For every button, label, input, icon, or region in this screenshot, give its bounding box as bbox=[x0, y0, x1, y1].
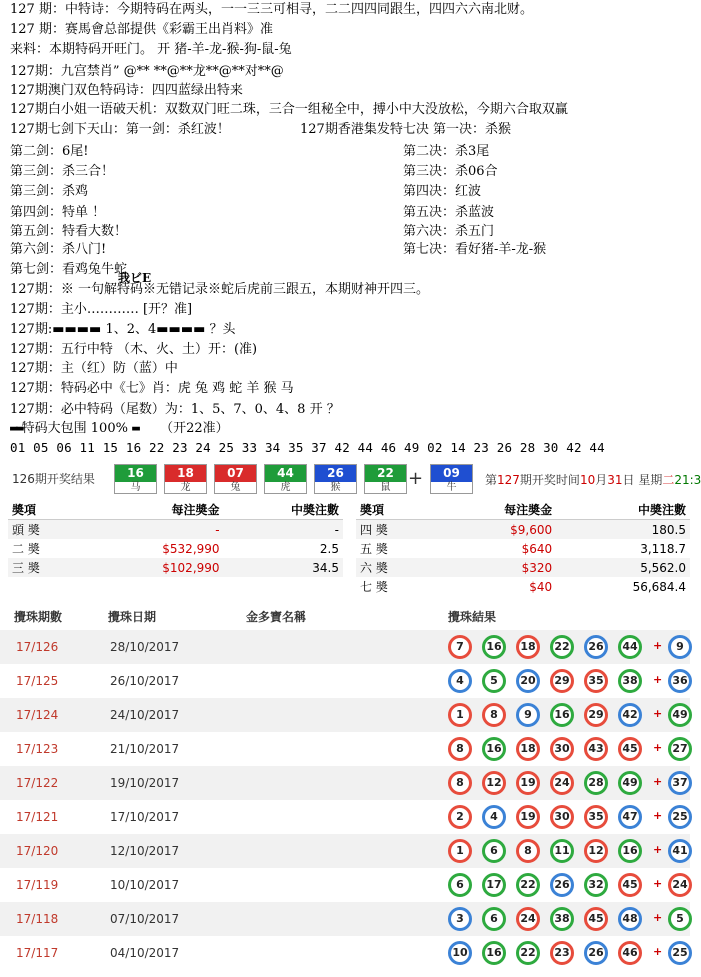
hk-item-6: 第六决：杀五门 bbox=[403, 224, 495, 239]
draw-label: 126期开奖结果 bbox=[12, 472, 95, 486]
result-ball: 6 bbox=[482, 839, 506, 863]
result-ball: 9 bbox=[516, 703, 540, 727]
plus-sign: + bbox=[408, 468, 424, 489]
result-ball: 18 bbox=[516, 635, 540, 659]
col-amount: 每注奬金 bbox=[434, 500, 556, 520]
result-ball: 1 bbox=[448, 839, 472, 863]
result-ball: 38 bbox=[618, 669, 642, 693]
result-ball: 35 bbox=[584, 669, 608, 693]
sword-4: 第四剑：特单 ！ bbox=[10, 205, 106, 220]
prize-name: 頭 奬 bbox=[8, 520, 84, 540]
result-ball: 35 bbox=[584, 805, 608, 829]
prize-amount: $102,990 bbox=[84, 558, 223, 577]
sword-3b: 第三剑：杀鸡 bbox=[10, 184, 89, 199]
line-forbidden-zodiac: 127期：九宫禁肖” @** **@**龙**@**对**@ bbox=[10, 64, 284, 79]
issue-number[interactable]: 17/120 bbox=[16, 844, 59, 858]
table-row bbox=[0, 630, 690, 664]
sword-2: 第二剑：6尾! bbox=[10, 144, 89, 159]
info-d: 日 星期 bbox=[622, 473, 663, 487]
result-ball: 16 bbox=[482, 635, 506, 659]
draw-date: 28/10/2017 bbox=[110, 640, 180, 654]
line-hot-door: 来料：本期特码开旺门。 开 猪-羊-龙-猴-狗-鼠-兔 bbox=[10, 42, 292, 57]
draw-date: 17/10/2017 bbox=[110, 810, 180, 824]
info-m: 月 bbox=[595, 473, 608, 487]
info-pre: 第 bbox=[485, 473, 498, 487]
prize-amount: $9,600 bbox=[434, 520, 556, 540]
draw-ball-num: 16 bbox=[115, 465, 156, 482]
draw-date: 24/10/2017 bbox=[110, 708, 180, 722]
prize-name: 五 奬 bbox=[360, 542, 388, 556]
table-row bbox=[0, 800, 690, 834]
prize-count: 3,118.7 bbox=[640, 541, 686, 556]
result-ball: 19 bbox=[516, 805, 540, 829]
prize-amount: $640 bbox=[521, 541, 553, 556]
prize-count: - bbox=[224, 520, 343, 540]
result-ball: 7 bbox=[448, 635, 472, 659]
table-row bbox=[0, 834, 690, 868]
issue-number[interactable]: 17/117 bbox=[16, 946, 59, 960]
prize-name: 三 奬 bbox=[8, 558, 84, 577]
hk-item-2: 第二决：杀3尾 bbox=[403, 144, 490, 159]
big-cover-text: 特码大包围 100% bbox=[21, 421, 128, 436]
result-ball: 43 bbox=[584, 737, 608, 761]
table-row bbox=[0, 664, 690, 698]
result-ball: 45 bbox=[584, 907, 608, 931]
prize-amount: $532,990 bbox=[162, 541, 220, 556]
result-ball: 16 bbox=[482, 737, 506, 761]
plus-sign: + bbox=[653, 877, 663, 890]
line-head bbox=[10, 320, 236, 340]
draw-ball-5 bbox=[314, 464, 357, 494]
result-ball: 8 bbox=[448, 737, 472, 761]
draw-date: 10/10/2017 bbox=[110, 878, 180, 892]
draw-ball-1 bbox=[114, 464, 157, 494]
issue-number[interactable]: 17/123 bbox=[16, 742, 59, 756]
issue-number[interactable]: 17/122 bbox=[16, 776, 59, 790]
draw-special-ball bbox=[430, 464, 473, 494]
line-macau-poem: 127期澳门双色特码诗：四四蓝绿出特来 bbox=[10, 83, 243, 98]
line-big-cover bbox=[10, 419, 229, 439]
draw-date: 12/10/2017 bbox=[110, 844, 180, 858]
hk-item-5: 第五决：杀蓝波 bbox=[403, 205, 495, 220]
draw-ball-zodiac: 龙 bbox=[180, 482, 191, 493]
table-row bbox=[0, 936, 690, 970]
result-ball: 10 bbox=[448, 941, 472, 965]
result-ball: 22 bbox=[550, 635, 574, 659]
result-ball: 46 bbox=[618, 941, 642, 965]
result-special-ball: 9 bbox=[668, 635, 692, 659]
col-date: 攪珠日期 bbox=[108, 610, 157, 624]
draw-ball-zodiac: 兔 bbox=[230, 482, 241, 493]
draw-date: 21/10/2017 bbox=[110, 742, 180, 756]
open-22: （开22准） bbox=[160, 421, 229, 436]
result-ball: 42 bbox=[618, 703, 642, 727]
col-issue: 攪珠期數 bbox=[14, 610, 63, 624]
result-special-ball: 41 bbox=[668, 839, 692, 863]
bar-mark-2: ▬ bbox=[132, 421, 138, 436]
result-ball: 8 bbox=[448, 771, 472, 795]
result-ball: 1 bbox=[448, 703, 472, 727]
result-ball: 20 bbox=[516, 669, 540, 693]
draw-date: 19/10/2017 bbox=[110, 776, 180, 790]
draw-date: 04/10/2017 bbox=[110, 946, 180, 960]
info-week: 二 bbox=[662, 473, 675, 487]
overlay-mark: 我ビE bbox=[118, 271, 152, 285]
result-ball: 26 bbox=[584, 941, 608, 965]
draw-result-strip bbox=[0, 464, 701, 494]
result-ball: 26 bbox=[584, 635, 608, 659]
col-prize: 奬項 bbox=[356, 500, 434, 520]
result-special-ball: 5 bbox=[668, 907, 692, 931]
prize-table-right bbox=[356, 500, 690, 596]
result-ball: 26 bbox=[550, 873, 574, 897]
issue-number[interactable]: 17/121 bbox=[16, 810, 59, 824]
col-count: 中奬注數 bbox=[224, 500, 343, 520]
line-tail-digits: 127期：必中特码（尾数）为：1、5、7、0、4、8 开 ？ bbox=[10, 402, 340, 417]
plus-sign: + bbox=[653, 707, 663, 720]
prize-count: 34.5 bbox=[224, 558, 343, 577]
prize-table-left bbox=[8, 500, 343, 577]
line-source: 127 期：赛馬會总部提供《彩霸王出肖料》准 bbox=[10, 22, 273, 37]
table-row bbox=[0, 868, 690, 902]
prize-count: 5,562.0 bbox=[556, 558, 690, 577]
info-day: 31 bbox=[607, 473, 623, 487]
line-color: 127期：主（红）防（蓝）中 bbox=[10, 361, 178, 376]
issue-number[interactable]: 17/126 bbox=[16, 640, 59, 654]
line-seven-swords: 127期七剑下天山：第一剑：杀红波！ bbox=[10, 122, 230, 137]
result-ball: 32 bbox=[584, 873, 608, 897]
line-seven-zodiac: 127期：特码必中《七》肖：虎 兔 鸡 蛇 羊 猴 马 bbox=[10, 381, 294, 396]
draw-ball-num: 18 bbox=[165, 465, 206, 482]
sword-5: 第五剑：特看大数！ bbox=[10, 224, 128, 239]
prize-count: 180.5 bbox=[556, 520, 690, 540]
prize-count: 2.5 bbox=[319, 541, 339, 556]
result-ball: 12 bbox=[482, 771, 506, 795]
plus-sign: + bbox=[653, 673, 663, 686]
head-suffix: ？头 bbox=[209, 322, 236, 337]
draw-ball-3 bbox=[214, 464, 257, 494]
info-mid: 期开奖时间 bbox=[519, 473, 580, 487]
result-ball: 38 bbox=[550, 907, 574, 931]
result-ball: 4 bbox=[482, 805, 506, 829]
prize-count: 56,684.4 bbox=[632, 579, 686, 594]
head-prefix: 127期:▬▬▬▬ 1、2、4▬▬▬▬ bbox=[10, 322, 206, 337]
prize-name: 六 奬 bbox=[356, 558, 434, 577]
result-special-ball: 25 bbox=[668, 805, 692, 829]
draw-ball-zodiac: 猴 bbox=[330, 482, 341, 493]
result-ball: 16 bbox=[482, 941, 506, 965]
plus-sign: + bbox=[653, 741, 663, 754]
result-ball: 4 bbox=[448, 669, 472, 693]
result-ball: 18 bbox=[516, 737, 540, 761]
draw-ball-zodiac: 马 bbox=[130, 482, 141, 493]
result-ball: 45 bbox=[618, 873, 642, 897]
issue-number[interactable]: 17/125 bbox=[16, 674, 59, 688]
result-ball: 16 bbox=[618, 839, 642, 863]
result-special-ball: 37 bbox=[668, 771, 692, 795]
col-result: 攪珠結果 bbox=[448, 610, 497, 624]
line-poem: 127 期：中特诗：今期特码在两头，一一三三可相寻，二二四四同跟生，四四六六南北财。 bbox=[10, 2, 533, 17]
result-ball: 29 bbox=[550, 669, 574, 693]
sword-7: 第七剑：看鸡兔牛蛇 bbox=[10, 262, 128, 277]
result-special-ball: 36 bbox=[668, 669, 692, 693]
col-prize: 奬項 bbox=[8, 500, 84, 520]
result-ball: 17 bbox=[482, 873, 506, 897]
prize-name: 七 奬 bbox=[360, 580, 388, 594]
prize-amount: - bbox=[84, 520, 223, 540]
draw-ball-num: 44 bbox=[265, 465, 306, 482]
draw-date: 26/10/2017 bbox=[110, 674, 180, 688]
result-ball: 45 bbox=[618, 737, 642, 761]
plus-sign: + bbox=[653, 843, 663, 856]
result-ball: 5 bbox=[482, 669, 506, 693]
result-ball: 44 bbox=[618, 635, 642, 659]
prize-amount: $40 bbox=[529, 579, 553, 594]
draw-ball-zodiac: 牛 bbox=[446, 482, 457, 493]
info-time: 21:3 bbox=[674, 473, 701, 487]
line-one-sentence: 127期：※ 一句解特码※无错记录※蛇后虎前三跟五，本期财神开四三。 bbox=[10, 282, 429, 297]
line-white-lady: 127期白小姐一语破天机：双数双门旺二珠，三合一组秘全中，搏小中大没放松，今期六合取双赢 bbox=[10, 102, 568, 117]
result-ball: 49 bbox=[618, 771, 642, 795]
plus-sign: + bbox=[653, 809, 663, 822]
result-ball: 8 bbox=[516, 839, 540, 863]
result-ball: 48 bbox=[618, 907, 642, 931]
result-ball: 3 bbox=[448, 907, 472, 931]
result-ball: 24 bbox=[516, 907, 540, 931]
hk-item-4: 第四决：红波 bbox=[403, 184, 482, 199]
info-issue: 127 bbox=[497, 473, 520, 487]
col-amount: 每注奬金 bbox=[84, 500, 223, 520]
prize-amount: $320 bbox=[434, 558, 556, 577]
issue-number[interactable]: 17/118 bbox=[16, 912, 59, 926]
result-ball: 6 bbox=[482, 907, 506, 931]
info-month: 10 bbox=[579, 473, 596, 487]
issue-number[interactable]: 17/124 bbox=[16, 708, 59, 722]
hk-seven-head: 127期香港集发特七决 第一决：杀猴 bbox=[300, 122, 511, 137]
draw-ball-zodiac: 虎 bbox=[280, 482, 291, 493]
col-count: 中奬注數 bbox=[556, 500, 690, 520]
line-five-elements: 127期：五行中特 （木、火、土）开：(准) bbox=[10, 342, 258, 357]
prize-name: 二 奬 bbox=[12, 542, 40, 556]
result-special-ball: 24 bbox=[668, 873, 692, 897]
result-ball: 47 bbox=[618, 805, 642, 829]
sword-6: 第六剑：杀八门! bbox=[10, 242, 107, 257]
draw-ball-num: 07 bbox=[215, 465, 256, 482]
draw-ball-4 bbox=[264, 464, 307, 494]
plus-sign: + bbox=[653, 775, 663, 788]
result-ball: 30 bbox=[550, 737, 574, 761]
plus-sign: + bbox=[653, 911, 663, 924]
result-ball: 6 bbox=[448, 873, 472, 897]
plus-sign: + bbox=[653, 639, 663, 652]
table-row bbox=[0, 732, 690, 766]
table-row bbox=[0, 766, 690, 800]
bar-mark: ▬▬ bbox=[10, 421, 22, 436]
plus-sign: + bbox=[653, 945, 663, 958]
result-special-ball: 49 bbox=[668, 703, 692, 727]
draw-ball-num: 22 bbox=[365, 465, 406, 482]
draw-ball-zodiac: 鼠 bbox=[380, 482, 391, 493]
result-special-ball: 25 bbox=[668, 941, 692, 965]
result-ball: 2 bbox=[448, 805, 472, 829]
result-ball: 8 bbox=[482, 703, 506, 727]
col-name: 金多寶名稱 bbox=[246, 610, 307, 624]
result-ball: 22 bbox=[516, 873, 540, 897]
result-ball: 29 bbox=[584, 703, 608, 727]
draw-ball-6 bbox=[364, 464, 407, 494]
issue-number[interactable]: 17/119 bbox=[16, 878, 59, 892]
draw-ball-2 bbox=[164, 464, 207, 494]
result-ball: 30 bbox=[550, 805, 574, 829]
result-ball: 23 bbox=[550, 941, 574, 965]
draw-ball-num: 09 bbox=[431, 465, 472, 482]
line-main-small: 127期：主小………… [开？准] bbox=[10, 302, 193, 317]
table-row bbox=[0, 698, 690, 732]
table-row bbox=[0, 902, 690, 936]
result-ball: 22 bbox=[516, 941, 540, 965]
result-ball: 16 bbox=[550, 703, 574, 727]
result-ball: 19 bbox=[516, 771, 540, 795]
numbers-row: 01 05 06 11 15 16 22 23 24 25 33 34 35 37 42 44 46 49 02 14 23 26 28 30 42 44 bbox=[10, 440, 605, 455]
hk-item-7: 第七决：看好猪-羊-龙-猴 bbox=[403, 242, 547, 257]
next-draw-info bbox=[485, 471, 701, 488]
draw-date: 07/10/2017 bbox=[110, 912, 180, 926]
result-special-ball: 27 bbox=[668, 737, 692, 761]
sword-3a: 第三剑：杀三合！ bbox=[10, 164, 115, 179]
result-ball: 11 bbox=[550, 839, 574, 863]
result-ball: 24 bbox=[550, 771, 574, 795]
prize-name: 四 奬 bbox=[356, 520, 434, 540]
result-ball: 28 bbox=[584, 771, 608, 795]
result-ball: 12 bbox=[584, 839, 608, 863]
hk-item-3: 第三决：杀06合 bbox=[403, 164, 498, 179]
draw-ball-num: 26 bbox=[315, 465, 356, 482]
